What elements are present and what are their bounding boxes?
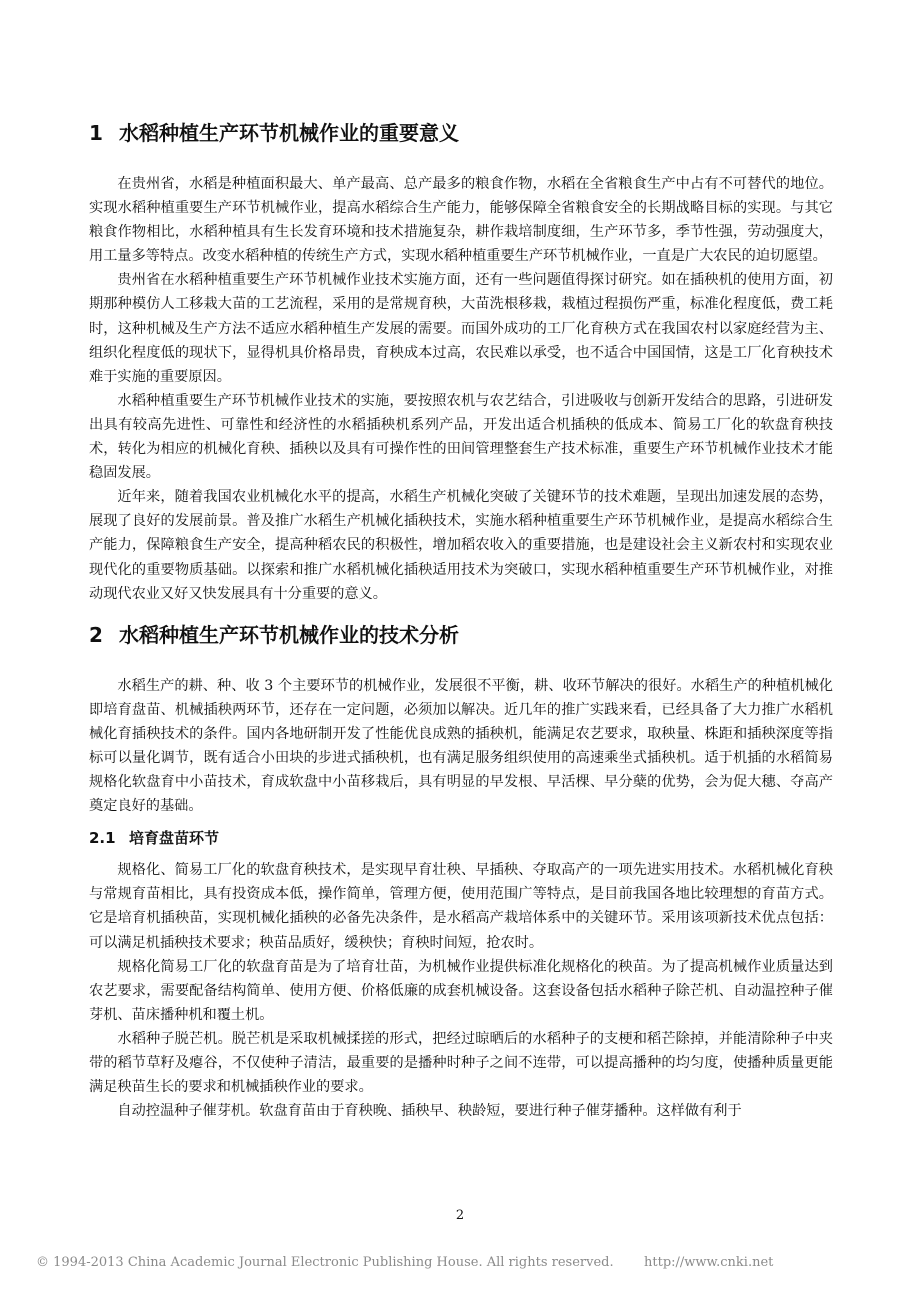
paragraph: 水稻种植重要生产环节机械作业技术的实施，要按照农机与农艺结合，引进吸收与创新开发结合的思路，引进研发出具有较高先进性、可靠性和经济性的水稻插秧机系列产品，开发出适合机插秧的低成本、简易工厂化的软盘育秧技术，转化为相应的机械化育秧、插秧以及具有可操作性的田间管理整套生产技术标准，重要生产环节机械作业技术才能稳固发展。 bbox=[89, 392, 833, 482]
paragraph: 水稻生产的耕、种、收 3 个主要环节的机械作业，发展很不平衡，耕、收环节解决的很好。水稻生产的种植机械化即培育盘苗、机械插秧两环节，还存在一定问题，必须加以解决。近几年的推广实践来看，已经具备了大力推广水稻机械化育插秧技术的条件。国内各地研制开发了性能优良成熟的插秧机，能满足农艺要求，取秧量、株距和插秧深度等指标可以量化调节，既有适合小田块的步进式插秧机，也有满足服务组织使用的高速乘坐式插秧机。适于机插的水稻简易规格化软盘育中小苗技术，育成软盘中小苗移栽后，具有明显的早发根、早活棵、早分蘖的优势，会为促大穗、夺高产奠定良好的基础。 bbox=[89, 677, 833, 815]
paragraph: 规格化、简易工厂化的软盘育秧技术，是实现早育壮秧、早插秧、夺取高产的一项先进实用技术。水稻机械化育秧与常规育苗相比，具有投资成本低，操作简单，管理方便，使用范围广等特点，是目前我国各地比较理想的育苗方式。它是培育机插秧苗，实现机械化插秧的必备先决条件，是水稻高产栽培体系中的关键环节。采用该项新技术优点包括：可以满足机插秧技术要求；秧苗品质好，缓秧快；育秧时间短，抢农时。 bbox=[89, 862, 833, 951]
subsection-title: 培育盘苗环节 bbox=[129, 829, 220, 848]
paragraph: 在贵州省，水稻是种植面积最大、单产最高、总产最多的粮食作物，水稻在全省粮食生产中占有不可替代的地位。实现水稻种植重要生产环节机械作业，提高水稻综合生产能力，能够保障全省粮食安全的长期战略目标的实现。与其它粮食作物相比，水稻种植具有生长发育环境和技术措施复杂，耕作栽培制度细，生产环节多，季节性强，劳动强度大，用工量多等特点。改变水稻种植的传统生产方式，实现水稻种植重要生产环节机械作业，一直是广大农民的迫切愿望。 bbox=[89, 176, 833, 265]
footer-url-link[interactable]: http://www.cnki.net bbox=[644, 1255, 774, 1270]
section-number: 1 bbox=[89, 121, 103, 145]
section-title: 水稻种植生产环节机械作业的技术分析 bbox=[119, 622, 459, 647]
subsection-number: 2.1 bbox=[89, 829, 116, 848]
section-number: 2 bbox=[89, 622, 103, 647]
section-title: 水稻种植生产环节机械作业的重要意义 bbox=[119, 121, 459, 145]
paragraph: 规格化简易工厂化的软盘育苗是为了培育壮苗，为机械作业提供标准化规格化的秧苗。为了提高机械作业质量达到农艺要求，需要配备结构简单、使用方便、价格低廉的成套机械设备。这套设备包括水稻种子除芒机、自动温控种子催芽机、苗床播种机和覆土机。 bbox=[89, 958, 833, 1023]
footer bbox=[36, 1255, 896, 1270]
section-2-heading bbox=[89, 620, 833, 650]
footer-copyright: © 1994-2013 China Academic Journal Electronic Publishing House. All rights reserved. bbox=[36, 1255, 614, 1270]
paragraph: 自动控温种子催芽机。软盘育苗由于育秧晚、插秧早、秧龄短，要进行种子催芽播种。这样做有利于 bbox=[117, 1103, 742, 1120]
subsection-2-1-heading bbox=[89, 826, 833, 850]
paragraph: 水稻种子脱芒机。脱芒机是采取机械揉搓的形式，把经过晾晒后的水稻种子的支梗和稻芒除掉，并能清除种子中夹带的稻节草籽及瘪谷，不仅使种子清洁，最重要的是播种时种子之间不连带，可以提高播种的均匀度，使播种质量更能满足秧苗生长的要求和机械插秧作业的要求。 bbox=[89, 1030, 833, 1096]
paragraph: 近年来，随着我国农业机械化水平的提高，水稻生产机械化突破了关键环节的技术难题，呈现出加速发展的态势，展现了良好的发展前景。普及推广水稻生产机械化插秧技术，实施水稻种植重要生产环节机械作业，是提高水稻综合生产能力，保障粮食生产安全，提高种稻农民的积极性，增加稻农收入的重要措施，也是建设社会主义新农村和实现农业现代化的重要物质基础。以探索和推广水稻机械化插秧适用技术为突破口，实现水稻种植重要生产环节机械作业，对推动现代农业又好又快发展具有十分重要的意义。 bbox=[89, 489, 833, 602]
section-1-heading bbox=[89, 118, 833, 148]
paragraph: 贵州省在水稻种植重要生产环节机械作业技术实施方面，还有一些问题值得探讨研究。如在插秧机的使用方面，初期那种模仿人工移栽大苗的工艺流程，采用的是常规育秧，大苗洗根移栽，栽植过程损伤严重，标准化程度低，费工耗时，这种机械及生产方法不适应水稻种植生产发展的需要。而国外成功的工厂化育秧方式在我国农村以家庭经营为主、组织化程度低的现状下，显得机具价格昂贵，育秧成本过高，农民难以承受，也不适合中国国情，这是工厂化育秧技术难于实施的重要原因。 bbox=[89, 272, 833, 385]
page-content bbox=[89, 118, 833, 1123]
page-number: 2 bbox=[455, 1208, 465, 1223]
